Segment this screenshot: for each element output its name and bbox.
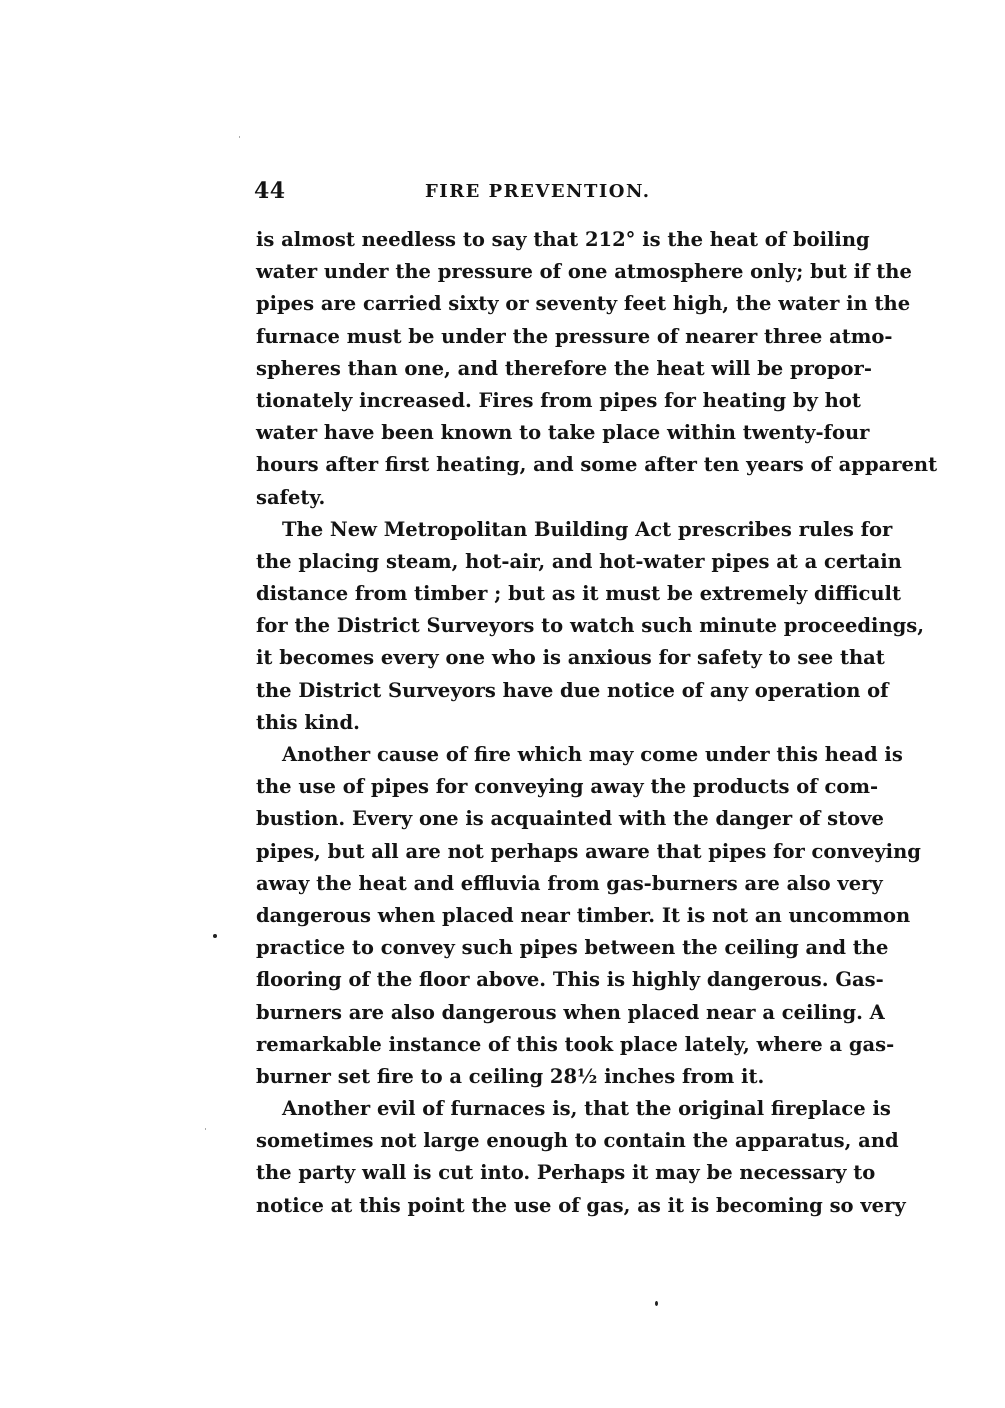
- text-line: the placing steam, hot-air, and hot-water pipes at a certain: [256, 549, 902, 573]
- text-line: tionately increased. Fires from pipes for heating by hot: [256, 388, 861, 412]
- text-line: spheres than one, and therefore the heat will be propor-: [256, 356, 872, 380]
- text-line: for the District Surveyors to watch such minute proceedings,: [256, 614, 925, 638]
- text-line: dangerous when placed near timber. It is not an uncommon: [256, 903, 911, 927]
- text-line: notice at this point the use of gas, as it is becoming so very: [256, 1193, 906, 1217]
- page-number: 44: [254, 178, 286, 204]
- text-line: the party wall is cut into. Perhaps it may be necessary to: [256, 1161, 876, 1185]
- text-line: hours after first heating, and some after ten years of apparent: [256, 453, 938, 477]
- text-line: Another cause of fire which may come under this head is: [282, 743, 903, 766]
- text-line: pipes are carried sixty or seventy feet high, the water in the: [256, 292, 911, 316]
- paragraph: [256, 739, 921, 1093]
- text-line: bustion. Every one is acquainted with the danger of stove: [256, 807, 884, 831]
- text-line: it becomes every one who is anxious for safety to see that: [256, 646, 885, 670]
- scan-speck: [239, 136, 240, 138]
- text-line: away the heat and effluvia from gas-burners are also very: [256, 871, 883, 895]
- text-line: water have been known to take place within twenty-four: [256, 421, 870, 445]
- text-line: water under the pressure of one atmosphere only; but if the: [256, 260, 912, 284]
- text-line: safety.: [256, 485, 326, 509]
- page-header: [254, 178, 852, 208]
- text-line: pipes, but all are not perhaps aware that pipes for conveying: [256, 839, 921, 863]
- paragraph: [256, 224, 938, 514]
- text-line: the District Surveyors have due notice of any operation of: [256, 678, 889, 702]
- scan-speck: [213, 934, 217, 938]
- text-line: furnace must be under the pressure of nearer three atmo-: [256, 324, 893, 348]
- text-line: The New Metropolitan Building Act prescribes rules for: [282, 517, 893, 541]
- text-line: sometimes not large enough to contain the apparatus, and: [256, 1129, 899, 1153]
- text-line: the use of pipes for conveying away the products of com-: [256, 775, 879, 799]
- scan-speck: [205, 1128, 206, 1130]
- text-line: burners are also dangerous when placed near a ceiling. A: [256, 1000, 885, 1024]
- scan-speck: [655, 1301, 658, 1306]
- text-line: Another evil of furnaces is, that the original fireplace is: [282, 1097, 891, 1121]
- text-line: flooring of the floor above. This is highly dangerous. Gas-: [256, 968, 884, 992]
- body-text: [256, 224, 938, 1222]
- paragraph: [256, 1093, 906, 1222]
- text-line: this kind.: [256, 710, 360, 734]
- text-line: practice to convey such pipes between the ceiling and the: [256, 936, 889, 960]
- running-title: FIRE PREVENTION.: [425, 181, 651, 202]
- text-line: burner set fire to a ceiling 28½ inches from it.: [256, 1064, 765, 1088]
- text-line: remarkable instance of this took place lately, where a gas-: [256, 1032, 895, 1056]
- text-line: distance from timber ; but as it must be extremely difficult: [256, 582, 901, 606]
- paragraph: [256, 514, 925, 739]
- text-line: is almost needless to say that 212° is the heat of boiling: [256, 228, 870, 251]
